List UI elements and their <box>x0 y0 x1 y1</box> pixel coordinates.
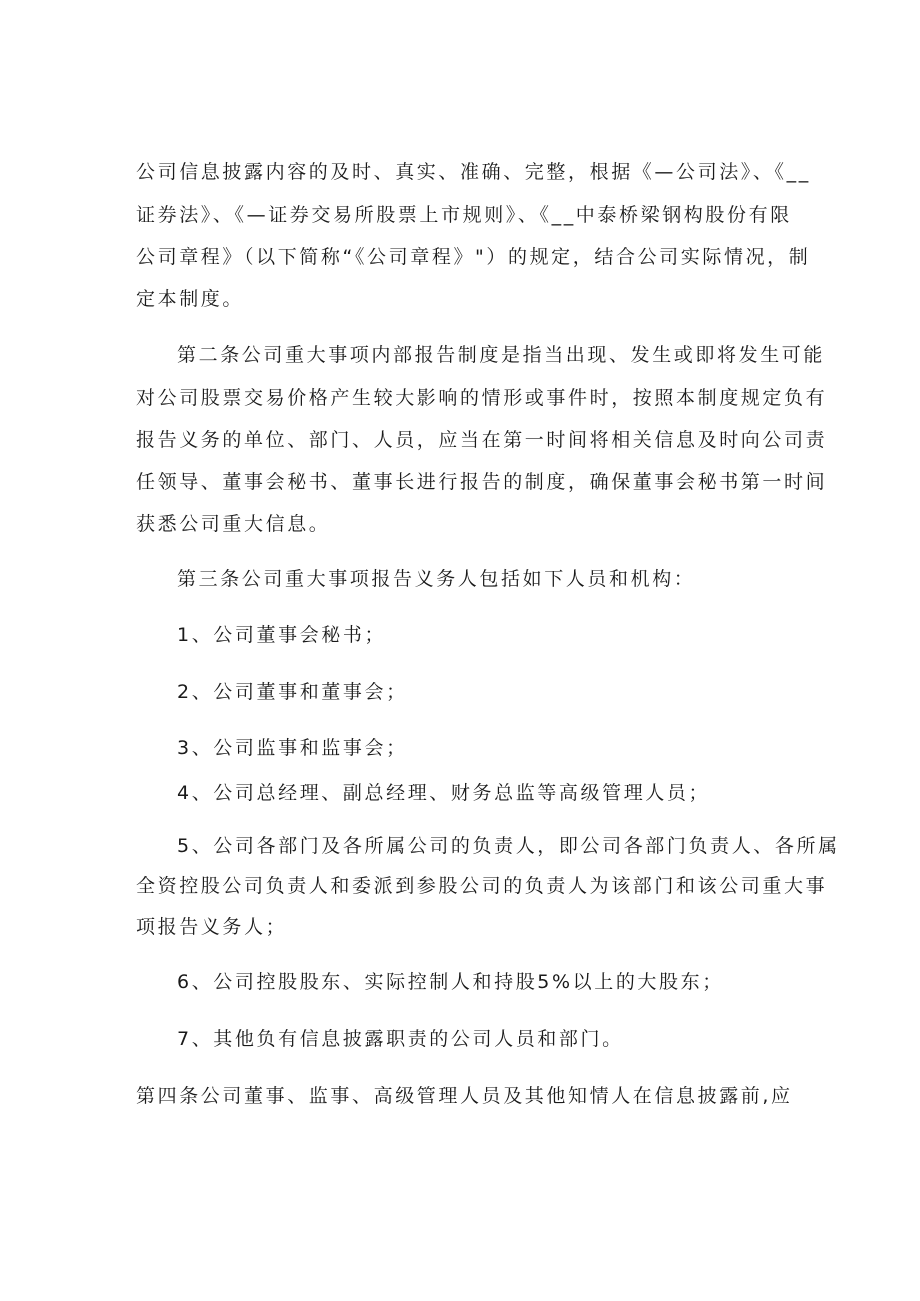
article-4-line-1: 第四条公司董事、监事、高级管理人员及其他知情人在信息披露前,应 <box>136 1085 793 1107</box>
article-3: 第三条公司重大事项报告义务人包括如下人员和机构： <box>177 568 696 590</box>
paragraph-1-line-3: 公司章程》（以下简称“《公司章程》"）的规定，结合公司实际情况，制 <box>136 246 811 268</box>
paragraph-1-line-1: 公司信息披露内容的及时、真实、准确、完整，根据《—公司法》、《__ <box>136 161 811 183</box>
list-item-4: 4、公司总经理、副总经理、财务总监等高级管理人员； <box>177 782 711 804</box>
list-item-5-line-2: 全资控股公司负责人和委派到参股公司的负责人为该部门和该公司重大事 <box>136 875 828 897</box>
article-2-line-2: 对公司股票交易价格产生较大影响的情形或事件时，按照本制度规定负有 <box>136 387 828 409</box>
list-item-7: 7、其他负有信息披露职责的公司人员和部门。 <box>177 1028 624 1050</box>
article-2-line-4: 任领导、董事会秘书、董事长进行报告的制度，确保董事会秘书第一时间 <box>136 471 828 493</box>
paragraph-1-line-2: 证券法》、《—证券交易所股票上市规则》、《__中泰桥梁钢构股份有限 <box>136 204 792 226</box>
list-item-2: 2、公司董事和董事会； <box>177 681 408 703</box>
paragraph-1-line-4: 定本制度。 <box>136 288 245 310</box>
list-item-5-line-3: 项报告义务人； <box>136 916 288 938</box>
article-2-line-3: 报告义务的单位、部门、人员，应当在第一时间将相关信息及时向公司责 <box>136 429 828 451</box>
list-item-6: 6、公司控股股东、实际控制人和持股5%以上的大股东； <box>177 971 724 993</box>
list-item-5-line-1: 5、公司各部门及各所属公司的负责人，即公司各部门负责人、各所属 <box>177 835 840 857</box>
list-item-1: 1、公司董事会秘书； <box>177 624 387 646</box>
article-2-line-5: 获悉公司重大信息。 <box>136 513 331 535</box>
list-item-3: 3、公司监事和监事会； <box>177 737 408 759</box>
article-2-line-1: 第二条公司重大事项内部报告制度是指当出现、发生或即将发生可能 <box>177 344 826 366</box>
